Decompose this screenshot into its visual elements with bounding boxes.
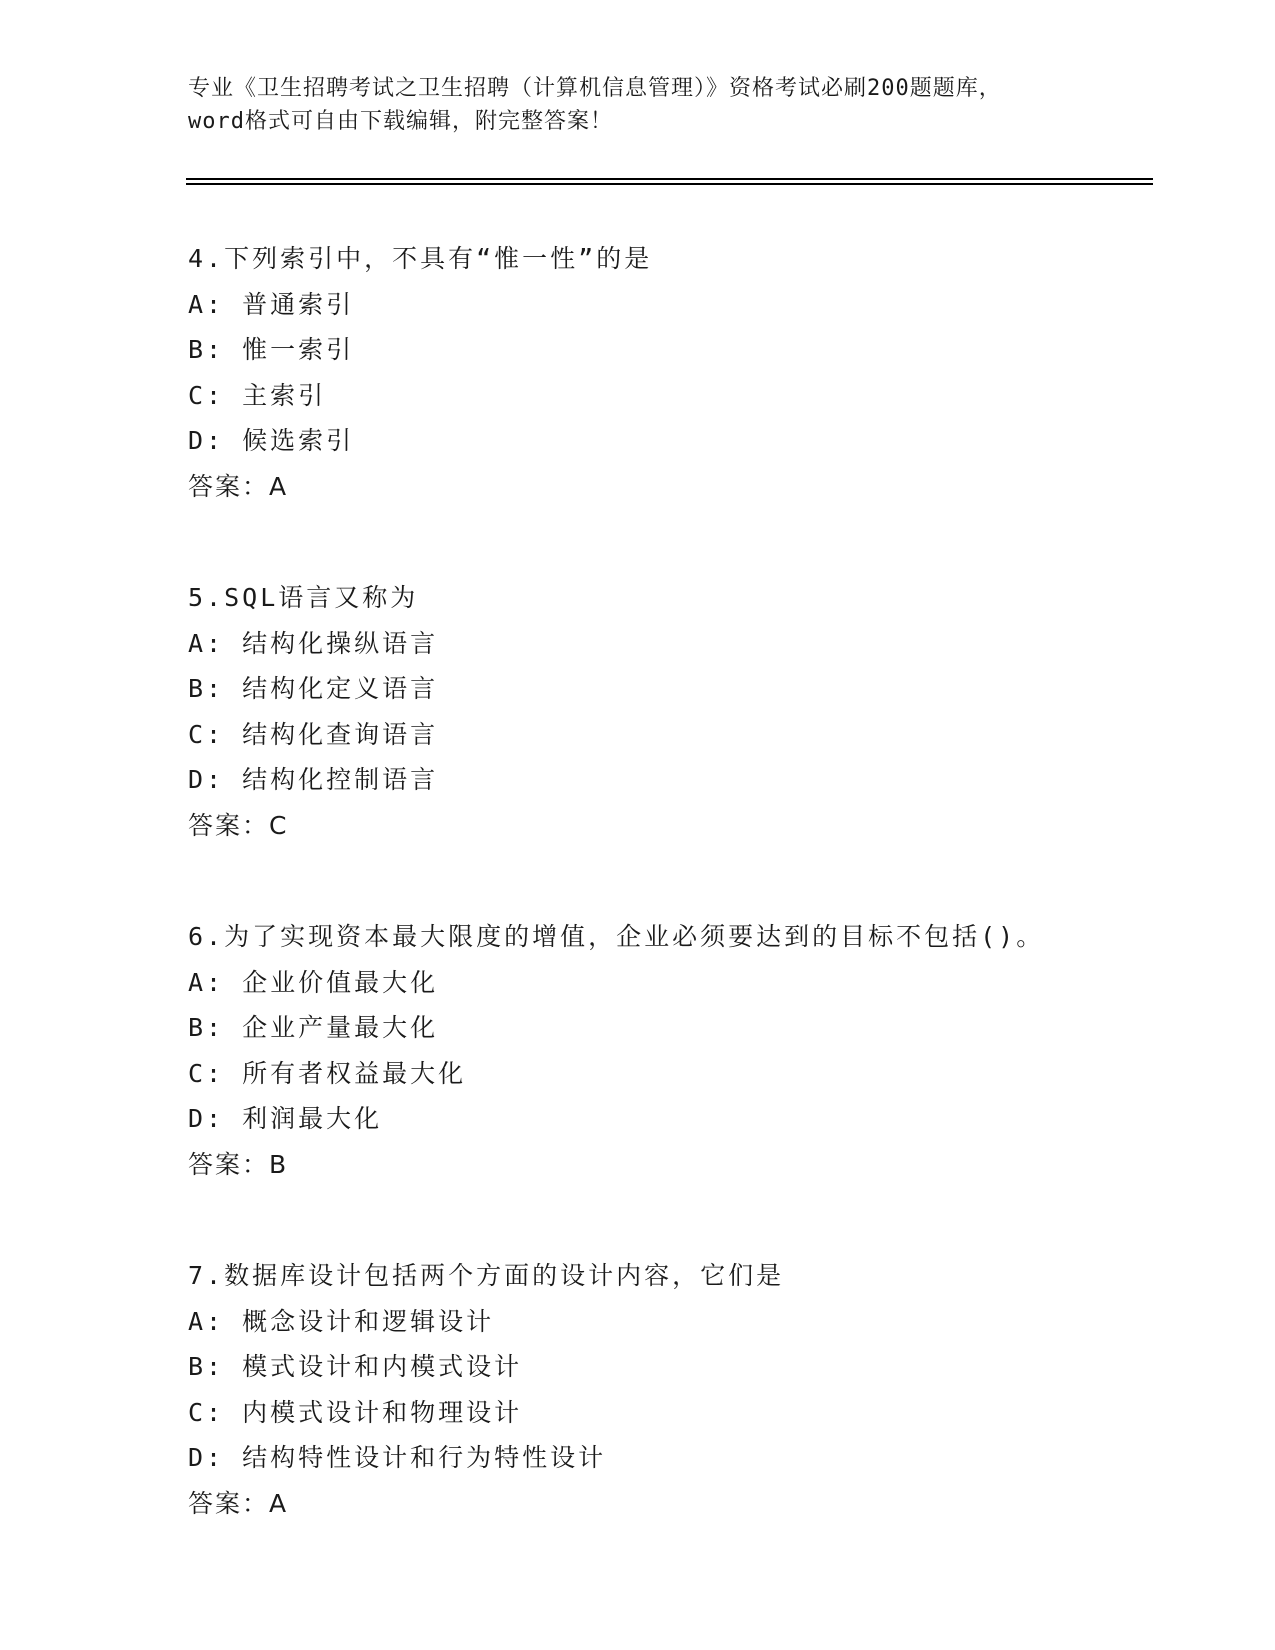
option-b: B: 企业产量最大化 <box>188 1013 439 1042</box>
question-stem: 4.下列索引中，不具有“惟一性”的是 <box>188 244 653 273</box>
option-c: C: 主索引 <box>188 380 327 410</box>
option-b: B: 惟一索引 <box>188 335 355 364</box>
header-line-2: word格式可自由下载编辑，附完整答案！ <box>188 109 613 134</box>
option-a: A: 概念设计和逻辑设计 <box>188 1306 495 1336</box>
answer: 答案：A <box>188 471 289 501</box>
question-stem: 7.数据库设计包括两个方面的设计内容，它们是 <box>188 1261 785 1290</box>
answer: 答案：A <box>188 1488 289 1518</box>
header-line-1: 专业《卫生招聘考试之卫生招聘（计算机信息管理）》资格考试必刷200题题库， <box>188 76 1002 101</box>
option-d: D: 利润最大化 <box>188 1104 383 1133</box>
question-7 <box>188 1253 1148 1526</box>
option-d: D: 结构特性设计和行为特性设计 <box>188 1443 607 1472</box>
question-5 <box>188 575 1148 848</box>
answer: 答案：C <box>188 810 289 840</box>
option-a: A: 结构化操纵语言 <box>188 628 439 658</box>
option-c: C: 所有者权益最大化 <box>188 1058 467 1088</box>
question-list <box>188 236 1148 1592</box>
option-c: C: 结构化查询语言 <box>188 719 439 749</box>
header-divider-bottom <box>186 183 1153 185</box>
question-6 <box>188 914 1148 1187</box>
option-a: A: 普通索引 <box>188 289 355 319</box>
document-header <box>188 72 1088 138</box>
question-stem: 6.为了实现资本最大限度的增值，企业必须要达到的目标不包括()。 <box>188 922 1045 951</box>
option-c: C: 内模式设计和物理设计 <box>188 1397 523 1427</box>
option-b: B: 模式设计和内模式设计 <box>188 1352 523 1381</box>
question-4 <box>188 236 1148 509</box>
option-a: A: 企业价值最大化 <box>188 967 439 997</box>
header-divider-top <box>186 178 1153 180</box>
option-d: D: 结构化控制语言 <box>188 765 439 794</box>
answer: 答案：B <box>188 1149 289 1179</box>
option-d: D: 候选索引 <box>188 426 355 455</box>
option-b: B: 结构化定义语言 <box>188 674 439 703</box>
question-stem: 5.SQL语言又称为 <box>188 583 419 612</box>
